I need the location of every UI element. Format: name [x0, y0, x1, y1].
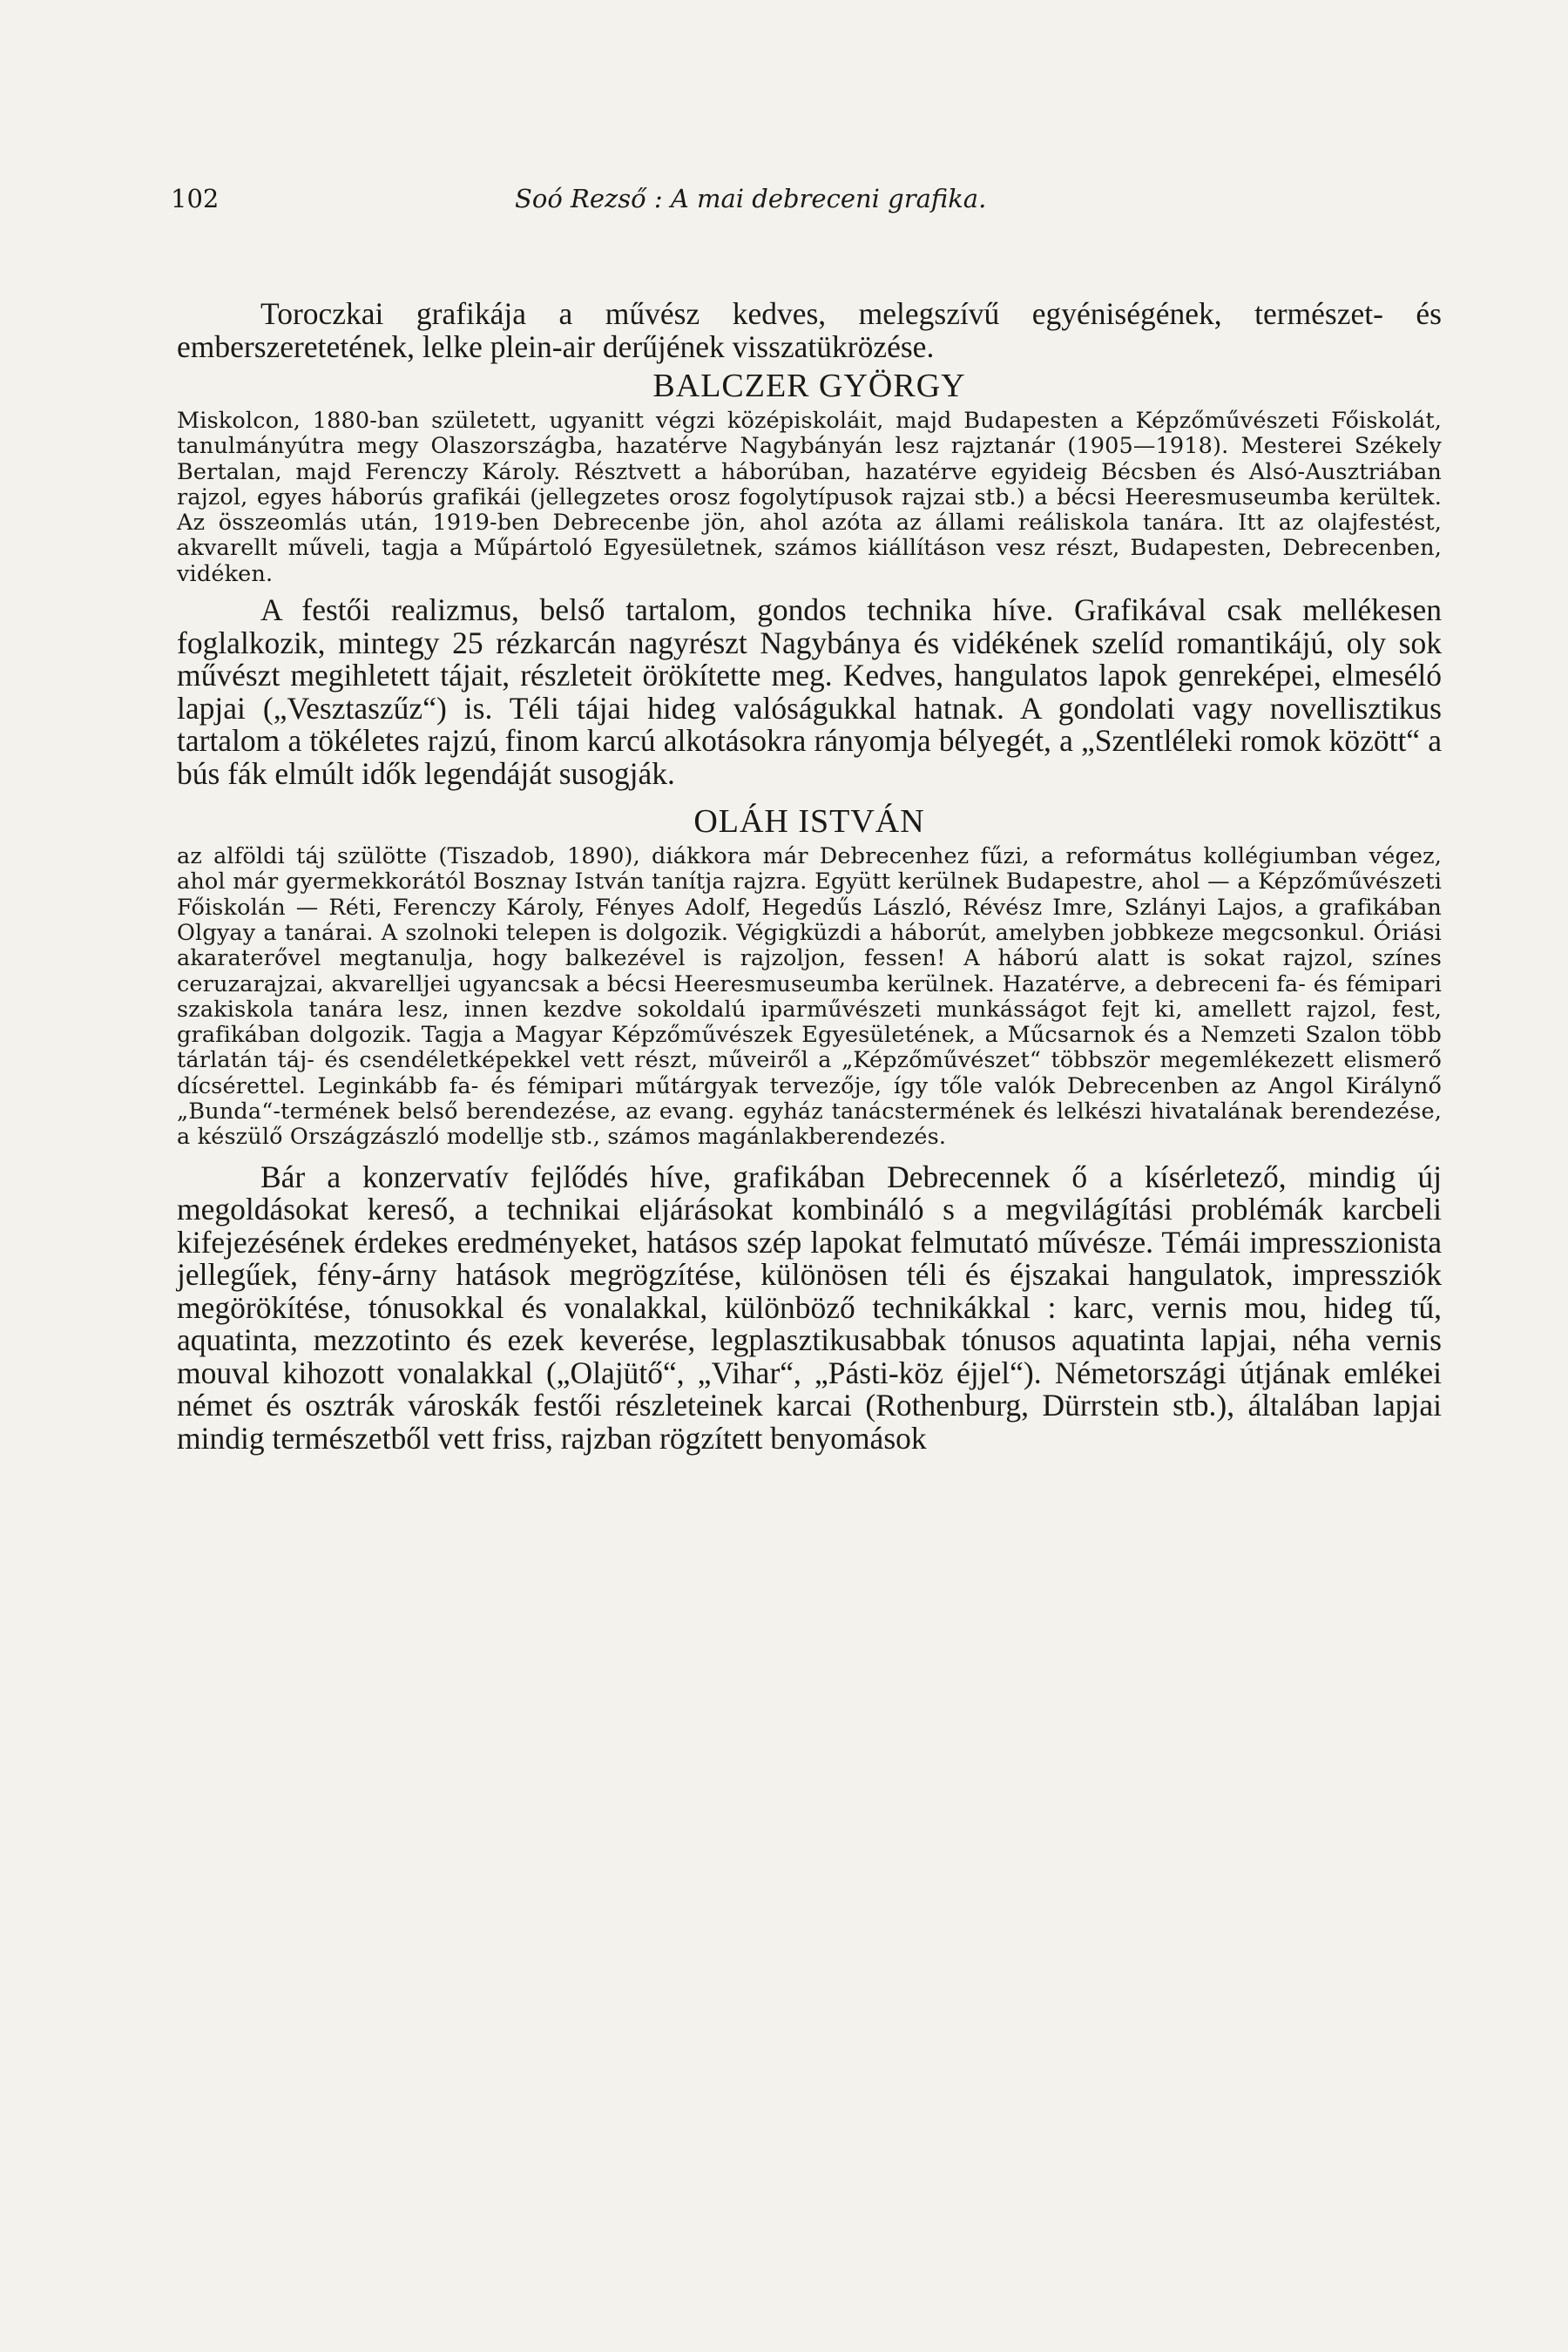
section-heading-olah: OLÁH ISTVÁN	[693, 803, 925, 841]
section-heading-balczer: BALCZER GYÖRGY	[652, 368, 966, 404]
intro-paragraph: Toroczkai grafikája a művész kedves, melegszívű egyéniségének, természet- és emberszeretetének, lelke plein-air derűjének visszatükrözése.	[177, 296, 1442, 364]
balczer-biography: Miskolcon, 1880-ban született, ugyanitt végzi középiskoláit, majd Budapesten a Képzőművészeti Főiskolát, tanulmányútra megy Olaszországba, hazatérve Nagybányán lesz rajztanár (1905—1918). Mesterei Székely Bertalan, majd Ferenczy Károly. Résztvett a háborúban, hazatérve egyideig Bécsben és Alsó-Ausztriában rajzol, egyes háborús grafikái (jellegzetes orosz fogolytípusok rajzai stb.) a bécsi Heeresmuseumba kerültek. Az összeomlás után, 1919-ben Debrecenbe jön, ahol azóta az állami reáliskola tanára. Itt az olajfestést, akvarellt műveli, tagja a Műpártoló Egyesületnek, számos kiállításon vesz részt, Budapesten, Debrecenben, vidéken.	[177, 408, 1442, 587]
page-number: 102	[171, 184, 220, 213]
balczer-assessment: A festői realizmus, belső tartalom, gondos technika híve. Grafikával csak mellékesen foglalkozik, mintegy 25 rézkarcán nagyrészt Nagybánya és vidékének szelíd romantikájú, oly sok művészt megihletett tájait, részleteit örökítette meg. Kedves, hangulatos lapok genreképei, elmeséló lapjai („Vesztaszűz“) is. Téli tájai hideg valóságukkal hatnak. A gondolati vagy novellisztikus tartalom a tökéletes rajzú, finom karcú alkotásokra rányomja bélyegét, a „Szentléleki romok között“ a bús fák elmúlt idők legendáját susogják.	[177, 592, 1442, 791]
article-body	[177, 298, 1442, 1455]
running-head	[171, 181, 1443, 216]
olah-biography: az alföldi táj szülötte (Tiszadob, 1890), diákkora már Debrecenhez fűzi, a református kollégiumban végez, ahol már gyermekkorától Bosznay István tanítja rajzra. Együtt kerülnek Budapestre, ahol — a Képzőművészeti Főiskolán — Réti, Ferenczy Károly, Fényes Adolf, Hegedűs László, Révész Imre, Szlányi Lajos, a grafikában Olgyay a tanárai. A szolnoki telepen is dolgozik. Végigküzdi a háborút, amelyben jobbkeze megcsonkul. Óriási akaraterővel megtanulja, hogy balkezével is rajzoljon, fessen! A háború alatt is sokat rajzol, színes ceruzarajzai, akvarelljei ugyancsak a bécsi Heeresmuseumba kerülnek. Hazatérve, a debreceni fa- és fémipari szakiskola tanára lesz, innen kezdve sokoldalú iparművészeti munkásságot fejt ki, amellett rajzol, fest, grafikában dolgozik. Tagja a Magyar Képzőművészek Egyesületének, a Műcsarnok és a Nemzeti Szalon több tárlatán táj- és csendéletképekkel vett részt, műveiről a „Képzőművészet“ többször megemlékezett elismerő dícsérettel. Leginkább fa- és fémipari műtárgyak tervezője, így tőle valók Debrecenben az Angol Királynő „Bunda“-termének belső berendezése, az evang. egyház tanácstermének és lelkészi hivatalának berendezése, a készülő Országzászló modellje stb., számos magánlakberendezés.	[177, 843, 1442, 1151]
olah-assessment: Bár a konzervatív fejlődés híve, grafikában Debrecennek ő a kísérletező, mindig új megoldásokat kereső, a technikai eljárásokat kombináló s a megvilágítási problémák karcbeli kifejezésének érdekes eredményeket, hatásos szép lapokat felmutató művésze. Témái impresszionista jellegűek, fény-árny hatások megrögzítése, különösen téli és éjszakai hangulatok, impressziók megörökítése, tónusokkal és vonalakkal, különböző technikákkal : karc, vernis mou, hideg tű, aquatinta, mezzotinto és ezek keverése, legplasztikusabbak tónusos aquatinta lapjai, néha vernis mouval kihozott vonalakkal („Olajütő“, „Vihar“, „Pásti-köz éjjel“). Németországi útjának emlékei német és osztrák városkák festői részleteinek karcai (Rothenburg, Dürrstein stb.), általában lapjai mindig természetből vett friss, rajzban rögzített benyomások	[177, 1159, 1442, 1456]
running-title: Soó Rezső : A mai debreceni grafika.	[515, 184, 987, 213]
